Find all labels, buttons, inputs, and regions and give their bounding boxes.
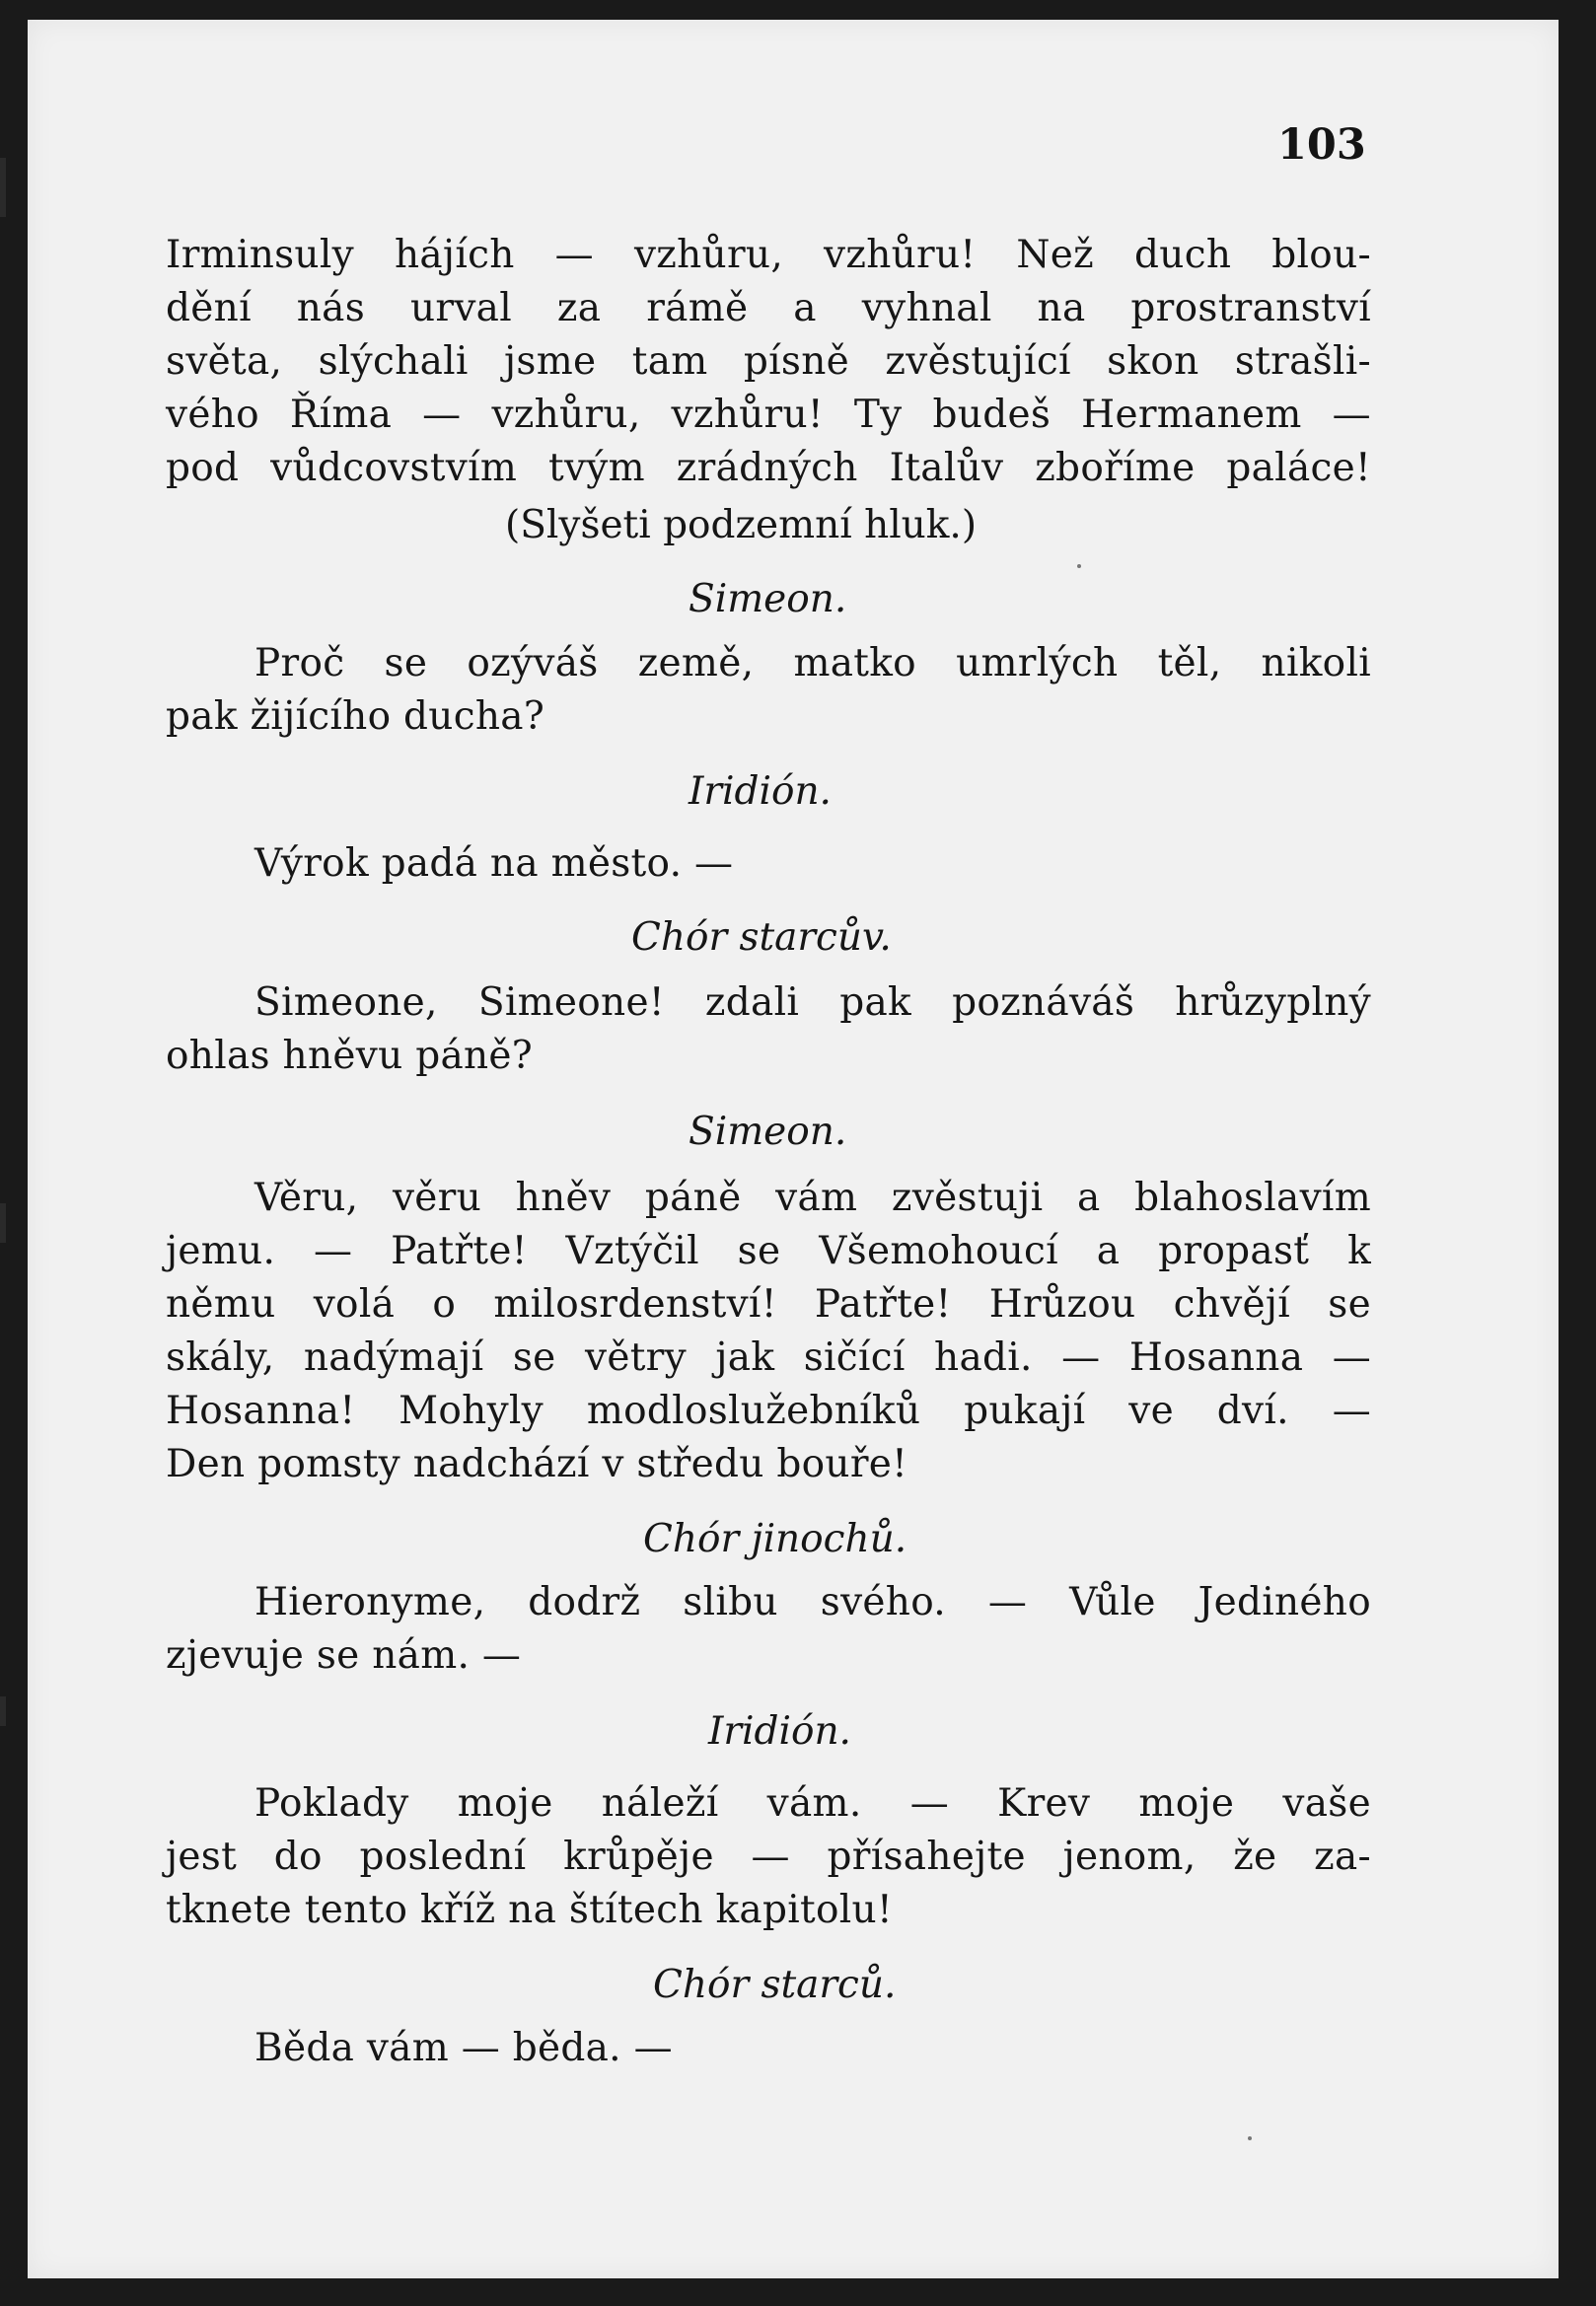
scan-edge-mark (0, 1203, 6, 1243)
text-line: dění nás urval za rámě a vyhnal na prostranství (166, 286, 1371, 330)
text-line: Výrok padá na město. — (254, 841, 734, 886)
text-line: jest do poslední krůpěje — přísahejte jenom, že za- (166, 1835, 1371, 1879)
stage-direction: (Slyšeti podzemní hluk.) (505, 503, 978, 547)
text-line: skály, nadýmají se větry jak sičící hadi. — Hosanna — (166, 1335, 1371, 1380)
speck (1248, 2136, 1252, 2140)
speck (1077, 564, 1081, 568)
speaker-name: Iridión. (708, 1709, 851, 1754)
text-line: Hosanna! Mohyly modloslužebníků pukají ve dví. — (166, 1389, 1371, 1433)
text-line: Simeone, Simeone! zdali pak poznáváš hrůzyplný (254, 980, 1371, 1025)
text-line: Poklady moje náleží vám. — Krev moje vaše (254, 1781, 1371, 1826)
page-number: 103 (1277, 120, 1366, 170)
speaker-name: Iridión. (689, 769, 832, 814)
text-line: Den pomsty nadchází v středu bouře! (166, 1442, 908, 1486)
text-line: ohlas hněvu páně? (166, 1034, 534, 1078)
text-line: pak žijícího ducha? (166, 694, 545, 739)
speaker-name: Chór jinochů. (643, 1517, 907, 1561)
text-line: jemu. — Patřte! Vztýčil se Všemohoucí a propasť k (166, 1229, 1371, 1273)
speaker-name: Chór starcův. (631, 915, 892, 960)
text-line: Irminsuly hájích — vzhůru, vzhůru! Než duch blou- (166, 233, 1371, 277)
text-line: Proč se ozýváš země, matko umrlých těl, nikoli (254, 641, 1371, 685)
scan-edge-mark (0, 1696, 6, 1726)
speaker-name: Simeon. (689, 1110, 847, 1154)
speaker-name: Chór starců. (653, 1963, 897, 2007)
scan-edge-mark (0, 158, 6, 217)
text-line: Věru, věru hněv páně vám zvěstuji a blahoslavím (254, 1176, 1371, 1220)
text-line: Běda vám — běda. — (254, 2026, 673, 2070)
text-line: tknete tento kříž na štítech kapitolu! (166, 1888, 893, 1932)
text-line: světa, slýchali jsme tam písně zvěstující skon strašli- (166, 339, 1371, 384)
text-line: zjevuje se nám. — (166, 1633, 522, 1678)
speaker-name: Simeon. (689, 577, 847, 621)
text-line: němu volá o milosrdenství! Patřte! Hrůzou chvějí se (166, 1282, 1371, 1327)
text-line: Hieronyme, dodrž slibu svého. — Vůle Jediného (254, 1580, 1371, 1624)
text-line: pod vůdcovstvím tvým zrádných Italův zboříme paláce! (166, 446, 1371, 490)
text-line: vého Říma — vzhůru, vzhůru! Ty budeš Hermanem — (166, 393, 1371, 437)
